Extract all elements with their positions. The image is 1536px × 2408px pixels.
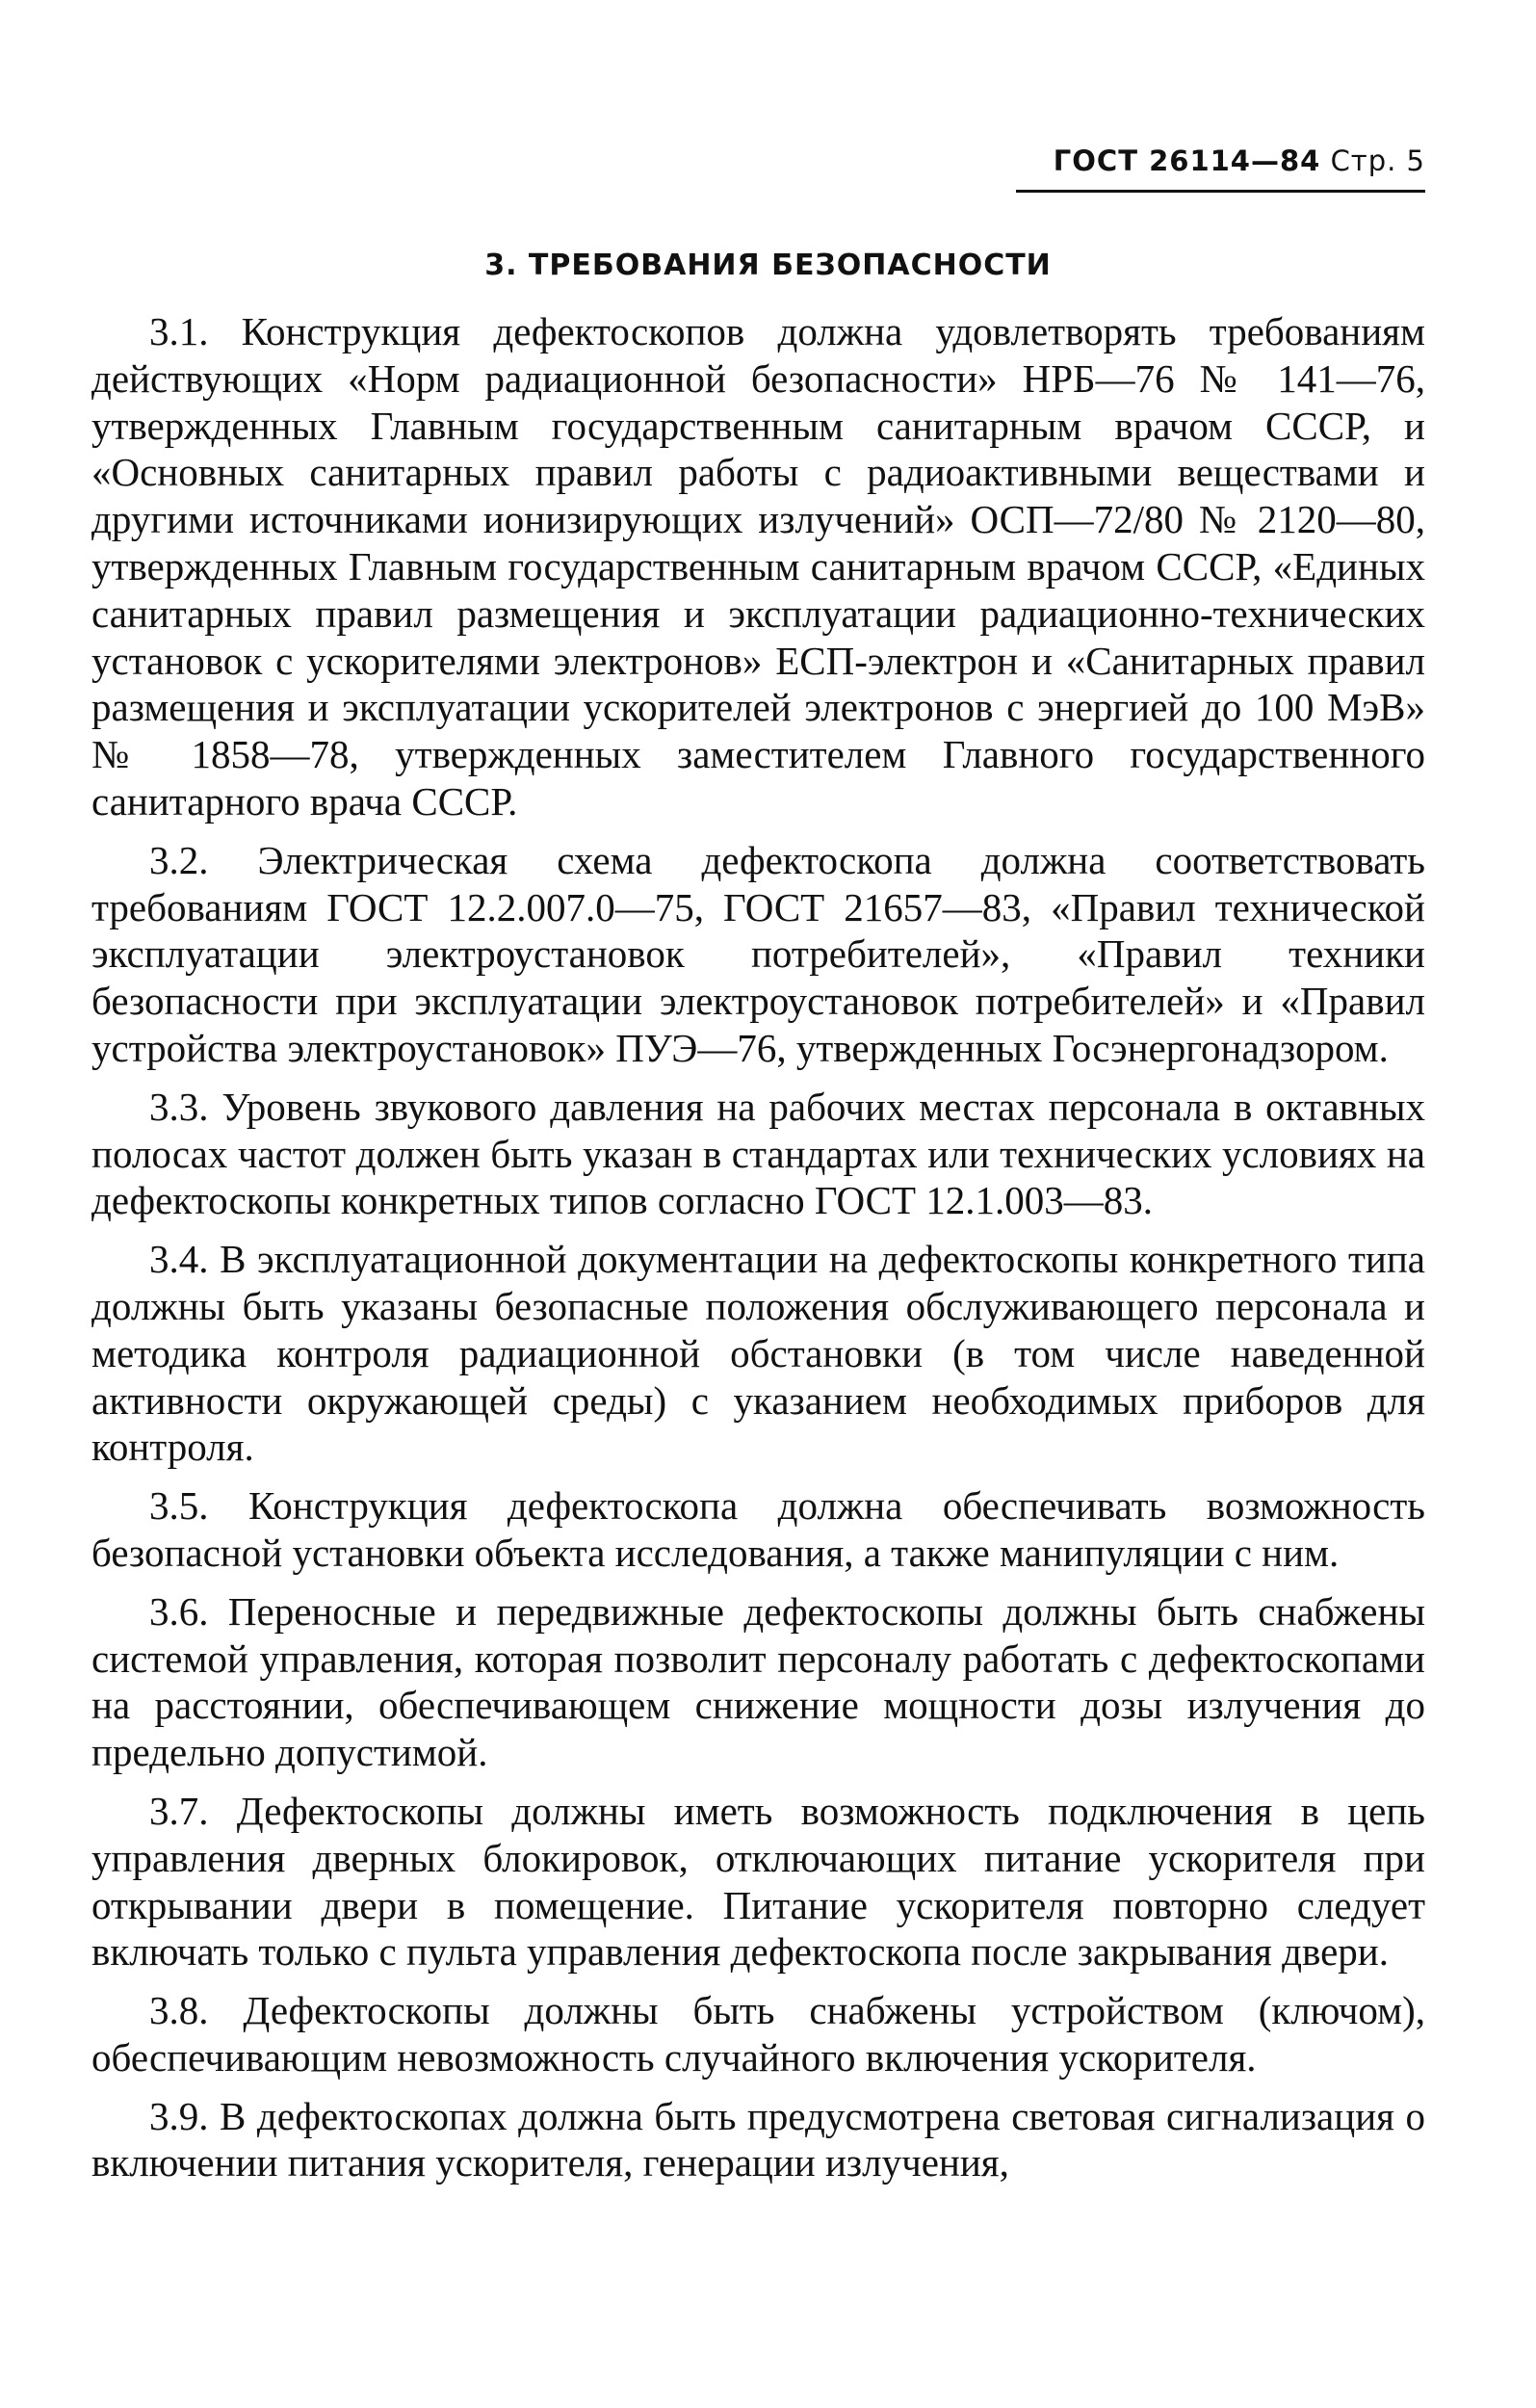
- section-title: 3. ТРЕБОВАНИЯ БЕЗОПАСНОСТИ: [484, 249, 1052, 282]
- paragraph-3-7: 3.7. Дефектоскопы должны иметь возможность подключения в цепь управления дверных блокировок, отключающих питание ускорителя при открывании двери в помещение. Питание ускорителя повторно следует включать только с пульта управления дефектоскопа после закрывания двери.: [91, 1788, 1425, 1975]
- paragraph-3-8: 3.8. Дефектоскопы должны быть снабжены устройством (ключом), обеспечивающим невозможность случайного включения ускорителя.: [91, 1988, 1425, 2080]
- paragraph-3-3: 3.3. Уровень звукового давления на рабочих местах персонала в октавных полосах частот должен быть указан в стандартах или технических условиях на дефектоскопы конкретных типов согласно ГОСТ 12.1.003—83.: [91, 1084, 1425, 1223]
- paragraph-3-1: 3.1. Конструкция дефектоскопов должна удовлетворять требованиям действующих «Норм радиационной безопасности» НРБ—76 № 141—76, утвержденных Главным государственным санитарным врачом СССР, и «Основных санитарных правил работы с радиоактивными веществами и другими источниками ионизирующих излучений» ОСП—72/80 № 2120—80, утвержденных Главным государственным санитарным врачом СССР, «Единых санитарных правил размещения и эксплуатации радиационно-технических установок с ускорителями электронов» ЕСП-электрон и «Санитарных правил размещения и эксплуатации ускорителей электронов с энергией до 100 МэВ» № 1858—78, утвержденных заместителем Главного государственного санитарного врача СССР.: [91, 309, 1425, 824]
- paragraph-3-9: 3.9. В дефектоскопах должна быть предусмотрена световая сигнализация о включении питания ускорителя, генерации излучения,: [91, 2093, 1425, 2186]
- header-rule: [1016, 190, 1425, 193]
- page-number: Стр. 5: [1330, 144, 1425, 177]
- document-body: [91, 308, 1425, 2198]
- standard-number: ГОСТ 26114—84: [1053, 144, 1321, 177]
- paragraph-3-5: 3.5. Конструкция дефектоскопа должна обеспечивать возможность безопасной установки объекта исследования, а также манипуляции с ним.: [91, 1483, 1425, 1575]
- page-header: [1054, 144, 1425, 177]
- paragraph-3-6: 3.6. Переносные и передвижные дефектоскопы должны быть снабжены системой управления, которая позволит персоналу работать с дефектоскопами на расстоянии, обеспечивающем снижение мощности дозы излучения до предельно допустимой.: [91, 1588, 1425, 1775]
- paragraph-3-2: 3.2. Электрическая схема дефектоскопа должна соответствовать требованиям ГОСТ 12.2.007.0—75, ГОСТ 21657—83, «Правил технической эксплуатации электроустановок потребителей», «Правил техники безопасности при эксплуатации электроустановок потребителей» и «Правил устройства электроустановок» ПУЭ—76, утвержденных Госэнергонадзором.: [91, 837, 1425, 1070]
- paragraph-3-4: 3.4. В эксплуатационной документации на дефектоскопы конкретного типа должны быть указаны безопасные положения обслуживающего персонала и методика контроля радиационной обстановки (в том числе наведенной активности окружающей среды) с указанием необходимых приборов для контроля.: [91, 1237, 1425, 1470]
